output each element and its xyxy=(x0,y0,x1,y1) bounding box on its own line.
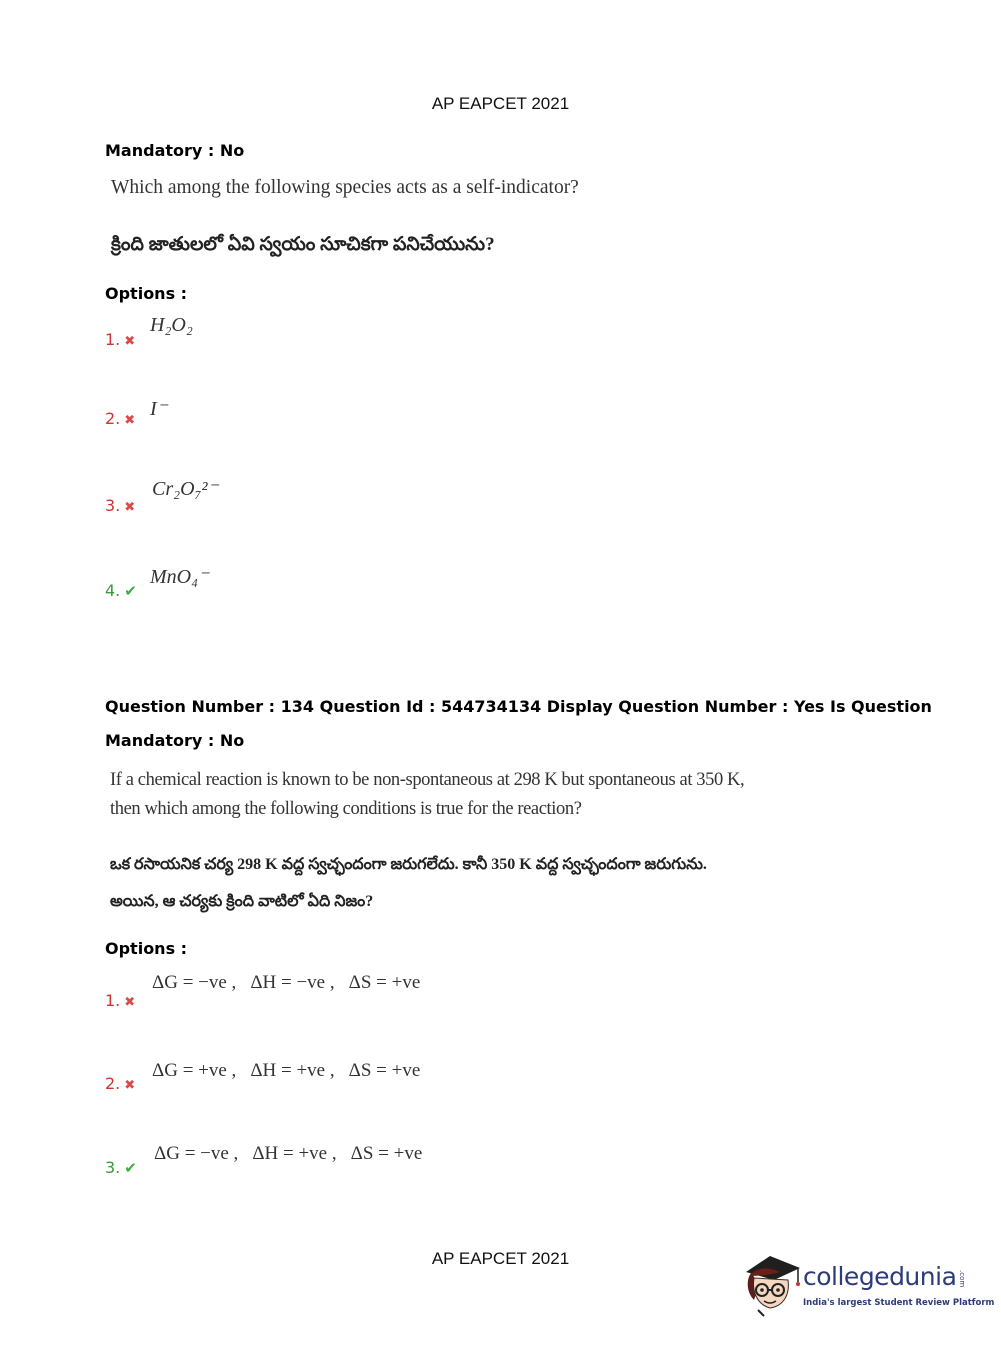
delta-s: ΔS = +ve xyxy=(350,1143,423,1164)
delta-s: ΔS = +ve xyxy=(348,972,421,993)
logo-tagline: India's largest Student Review Platform xyxy=(803,1298,995,1308)
check-icon: ✔ xyxy=(124,582,137,600)
delta-h: ΔH = −ve , xyxy=(250,972,335,993)
q2-option-3 xyxy=(105,1158,137,1177)
q2-mandatory: Mandatory : No xyxy=(105,731,245,750)
q2-option-2-condition xyxy=(152,1060,420,1082)
cross-icon: ✖ xyxy=(124,1078,136,1093)
option-number: 2. xyxy=(105,1074,121,1093)
delta-g: ΔG = −ve , xyxy=(152,972,237,993)
q2-text-english-2: then which among the following conditions is true for the reaction? xyxy=(110,799,582,819)
q2-option-1 xyxy=(105,991,135,1010)
logo-domain-suffix: .com xyxy=(958,1270,966,1288)
q2-option-2 xyxy=(105,1074,135,1093)
q2-text-telugu-1: ఒక రసాయనిక చర్య 298 K వద్ద స్వచ్ఛందంగా జరుగలేదు. కానీ 350 K వద్ద స్వచ్ఛందంగా జరుగును. xyxy=(110,856,707,873)
option-number: 1. xyxy=(105,330,121,349)
q1-options-label: Options : xyxy=(105,284,188,303)
delta-h: ΔH = +ve , xyxy=(250,1060,335,1081)
delta-h: ΔH = +ve , xyxy=(252,1143,337,1164)
q1-option-1-formula: H₂O₂ xyxy=(150,314,193,336)
option-number: 1. xyxy=(105,991,121,1010)
option-number: 3. xyxy=(105,1158,121,1177)
q1-option-2 xyxy=(105,409,135,428)
option-number: 4. xyxy=(105,581,121,600)
q2-text-telugu-2: అయిన, ఆ చర్యకు క్రింది వాటిలో ఏది నిజం? xyxy=(110,893,374,910)
q1-text-telugu: క్రింది జాతులలో ఏవి స్వయం సూచికగా పనిచేయును? xyxy=(111,234,495,255)
delta-s: ΔS = +ve xyxy=(348,1060,421,1081)
delta-g: ΔG = +ve , xyxy=(152,1060,237,1081)
q2-options-label: Options : xyxy=(105,939,188,958)
q1-option-1 xyxy=(105,330,135,349)
logo-wordmark: collegedunia xyxy=(803,1262,957,1291)
q1-option-4 xyxy=(105,581,137,600)
check-icon: ✔ xyxy=(124,1159,137,1177)
q1-option-2-formula: I⁻ xyxy=(150,398,168,420)
cross-icon: ✖ xyxy=(124,500,136,515)
q1-option-4-formula: MnO₄⁻ xyxy=(150,566,209,588)
cross-icon: ✖ xyxy=(124,995,136,1010)
delta-g: ΔG = −ve , xyxy=(154,1143,239,1164)
option-number: 3. xyxy=(105,496,121,515)
q1-mandatory: Mandatory : No xyxy=(105,141,245,160)
cross-icon: ✖ xyxy=(124,413,136,428)
collegedunia-mascot-logo xyxy=(740,1248,804,1318)
page-footer: AP EAPCET 2021 xyxy=(431,1249,570,1268)
q1-option-3-formula: Cr₂O₇²⁻ xyxy=(152,478,219,500)
q1-option-3 xyxy=(105,496,135,515)
page-header: AP EAPCET 2021 xyxy=(431,94,570,113)
q2-option-1-condition xyxy=(152,972,420,994)
q2-header-line: Question Number : 134 Question Id : 544734134 Display Question Number : Yes Is Question xyxy=(105,697,932,716)
q2-text-english-1: If a chemical reaction is known to be non-spontaneous at 298 K but spontaneous at 350 K, xyxy=(110,770,745,790)
q1-text-english: Which among the following species acts as a self-indicator? xyxy=(111,177,579,198)
q2-option-3-condition xyxy=(154,1143,422,1165)
cross-icon: ✖ xyxy=(124,334,136,349)
option-number: 2. xyxy=(105,409,121,428)
